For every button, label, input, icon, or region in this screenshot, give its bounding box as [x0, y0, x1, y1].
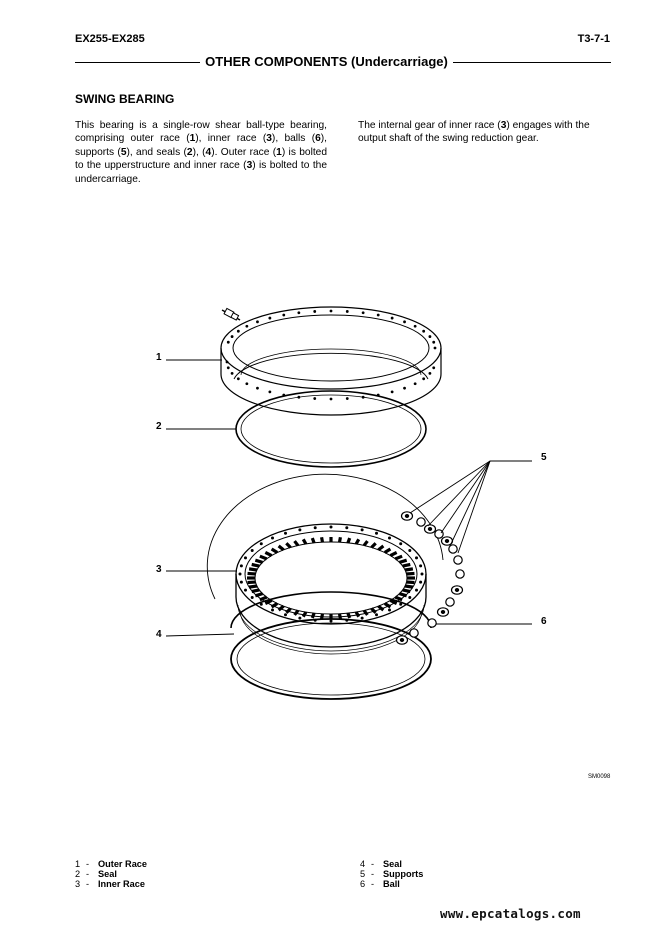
part-reference: 3	[266, 133, 272, 145]
part-reference: 1	[189, 133, 196, 145]
legend-text: Seal	[98, 869, 117, 879]
callout-6: 6	[541, 616, 547, 627]
paragraph-text: ), balls (	[271, 133, 316, 145]
legend-number: 5	[360, 869, 366, 879]
callout-3: 3	[156, 564, 162, 575]
inner-race-drawing	[207, 474, 443, 654]
legend-right	[360, 859, 423, 889]
legend-item: 2 - Seal	[75, 869, 117, 879]
part-reference: 5	[120, 146, 127, 158]
callout-1: 1	[156, 352, 162, 363]
upper-seal-drawing	[236, 391, 426, 467]
figure-id: SM0098	[588, 774, 611, 780]
callout-5: 5	[541, 452, 547, 463]
section-title-text: OTHER COMPONENTS (Undercarriage)	[200, 54, 453, 69]
legend-number: 1	[75, 859, 81, 869]
part-reference: 1	[276, 146, 282, 158]
legend-text: Outer Race	[98, 859, 148, 869]
legend-number: 2	[75, 869, 81, 879]
paragraph-text: ), inner race (	[195, 133, 267, 145]
model-code: EX255-EX285	[75, 33, 145, 45]
paragraph-text: ), and seals (	[126, 146, 187, 158]
paragraph-text: ) engages with the output shaft of the swing reduction gear.	[358, 120, 590, 145]
part-reference: 6	[315, 133, 321, 145]
legend-item: 1 - Outer Race	[75, 859, 148, 869]
outer-race-drawing	[221, 307, 441, 415]
legend-number: 6	[360, 879, 366, 889]
gear-teeth	[247, 537, 415, 619]
grease-fitting-icon	[222, 308, 240, 320]
paragraph-text: ), supports (	[75, 133, 327, 158]
callout-2: 2	[156, 421, 162, 432]
subsection-title: SWING BEARING	[75, 92, 175, 106]
legend-left	[75, 859, 147, 889]
legend-item: 5 - Supports	[360, 869, 424, 879]
legend-text: Inner Race	[98, 879, 145, 889]
paragraph-text: ). Outer race (	[211, 146, 277, 158]
legend-number: 3	[75, 879, 81, 889]
part-reference: 3	[246, 160, 253, 172]
legend-number: 4	[360, 859, 366, 869]
paragraph-text: The internal gear of inner race (	[358, 120, 501, 131]
paragraph-text: ), (	[192, 146, 206, 158]
legend-text: Seal	[383, 859, 402, 869]
legend-item: 6 - Ball	[360, 879, 400, 889]
page-number: T3-7-1	[577, 33, 610, 45]
legend-text: Ball	[383, 879, 400, 889]
legend-item: 4 - Seal	[360, 859, 402, 869]
part-reference: 2	[186, 146, 193, 158]
paragraph-text: This bearing is a single-row shear ball-type bearing, comprising outer race (	[75, 120, 327, 145]
paragraph-text: ) is bolted to the undercarriage.	[75, 160, 327, 185]
part-reference: 4	[205, 146, 212, 158]
legend-text: Supports	[383, 869, 424, 879]
part-reference: 3	[500, 120, 507, 131]
paragraph-text: ) is bolted to the upperstructure and inner race (	[75, 146, 328, 172]
legend-item: 3 - Inner Race	[75, 879, 145, 889]
website-link[interactable]: www.epcatalogs.com	[440, 906, 581, 921]
leader-lines	[166, 360, 532, 636]
outer-race-bolt-holes	[226, 310, 437, 401]
callout-4: 4	[156, 629, 162, 640]
